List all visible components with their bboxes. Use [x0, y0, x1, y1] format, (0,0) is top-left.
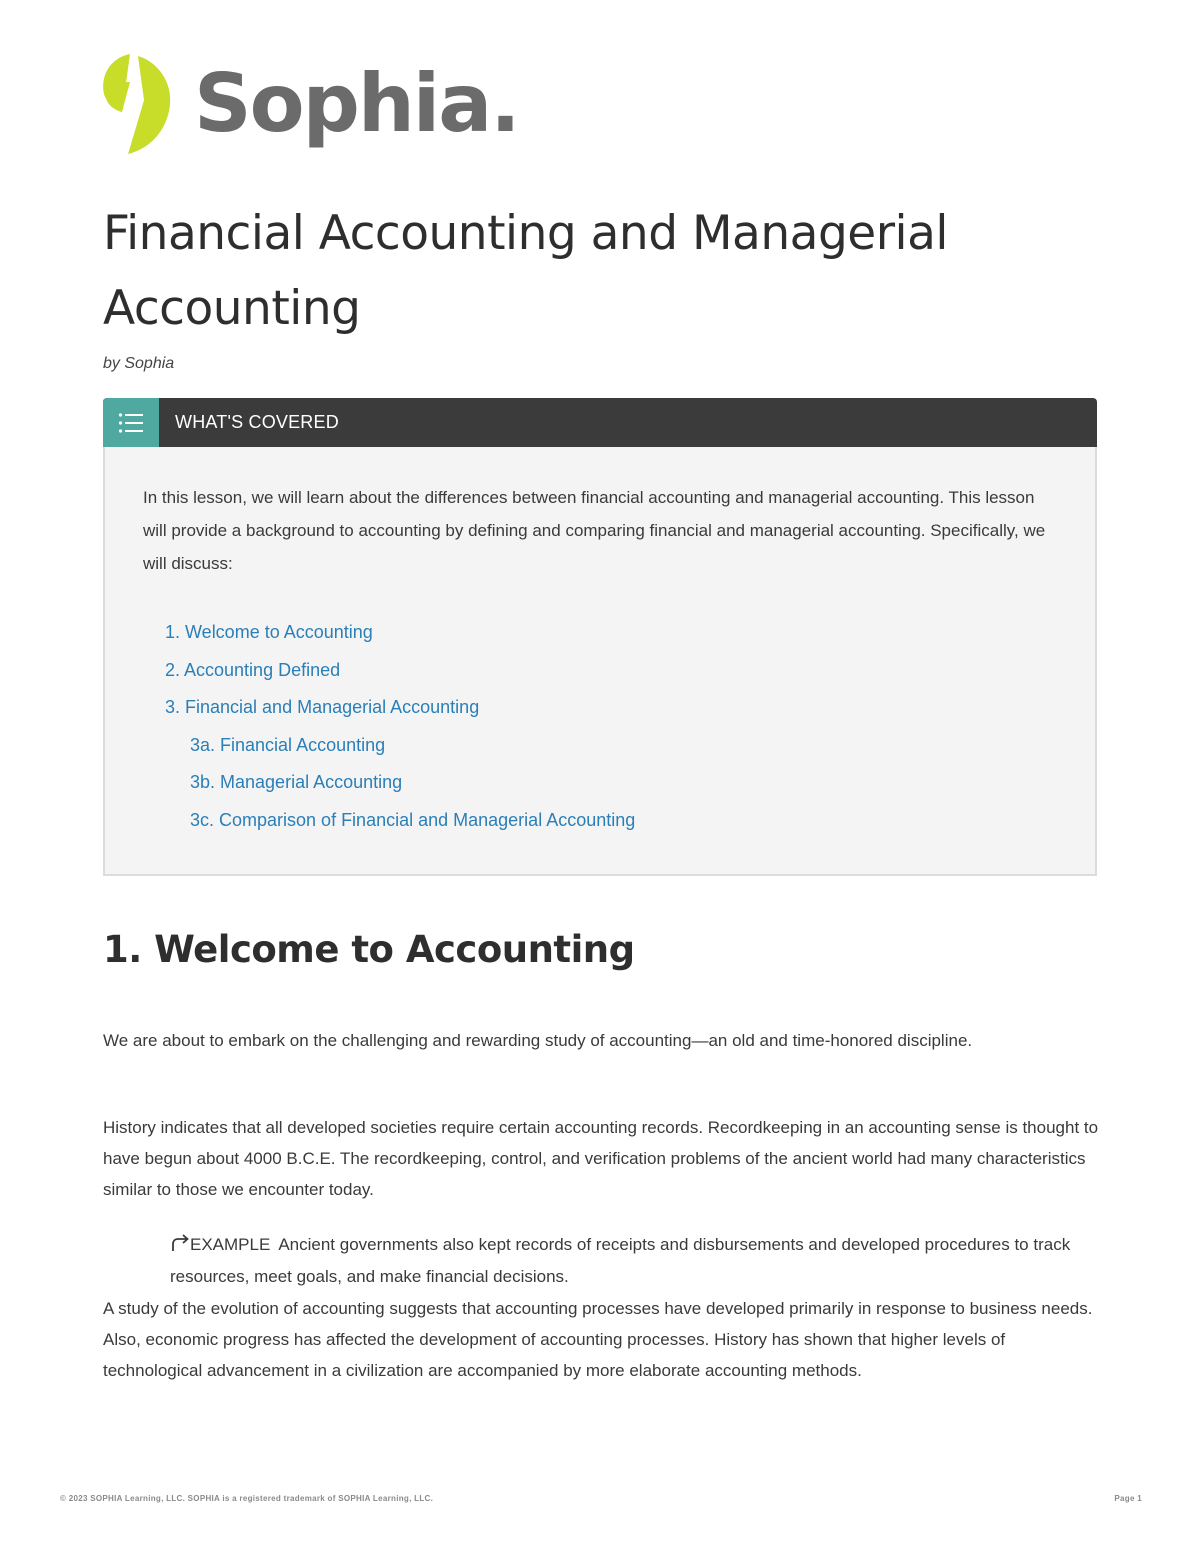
footer-page-number: Page 1 — [1114, 1494, 1142, 1503]
example-text: Ancient governments also kept records of receipts and disbursements and developed procedures to track resources, meet goals, and make financial decisions. — [170, 1235, 1071, 1286]
list-icon — [103, 398, 159, 447]
toc-link-financial-managerial[interactable]: 3. Financial and Managerial Accounting — [165, 697, 480, 717]
footer-copyright: © 2023 SOPHIA Learning, LLC. SOPHIA is a registered trademark of SOPHIA Learning, LLC. — [60, 1494, 434, 1503]
section-heading-welcome: 1. Welcome to Accounting — [103, 928, 635, 971]
example-label: EXAMPLE — [190, 1235, 271, 1254]
whats-covered-box — [103, 398, 1097, 876]
paragraph-history: History indicates that all developed societies require certain accounting records. Recordkeeping in an accounting sense is thought to have begun about 4000 B.C.E. The recordkeeping, control, and verification problems of the ancient world had many characteristics similar to those we encounter today. — [103, 1118, 1099, 1199]
whats-covered-body — [103, 447, 1097, 876]
whats-covered-heading: WHAT'S COVERED — [175, 412, 339, 432]
toc-link-welcome[interactable]: 1. Welcome to Accounting — [165, 622, 373, 642]
whats-covered-intro: In this lesson, we will learn about the differences between financial accounting and managerial accounting. This lesson will provide a background to accounting by defining and comparing financial and managerial accounting. Specifically, we will discuss: — [143, 488, 1046, 573]
toc-link-defined[interactable]: 2. Accounting Defined — [165, 659, 341, 680]
arrow-icon — [170, 1234, 190, 1252]
sophia-mark-icon — [100, 52, 172, 156]
paragraph-evolution: A study of the evolution of accounting suggests that accounting processes have developed primarily in response to business needs. Also, economic progress has affected the development of accounting processes. History has shown that higher levels of technological advancement in a civilization are accompanied by more elaborate accounting methods. — [103, 1299, 1093, 1380]
whats-covered-header — [103, 398, 1097, 447]
byline: by Sophia — [103, 355, 175, 372]
toc-link-comparison[interactable]: 3c. Comparison of Financial and Managerial Accounting — [190, 809, 636, 830]
toc-list — [165, 614, 1057, 839]
sophia-logo — [100, 52, 519, 156]
toc-link-financial[interactable]: 3a. Financial Accounting — [190, 734, 386, 755]
page-footer — [60, 1494, 1142, 1503]
toc-link-managerial[interactable]: 3b. Managerial Accounting — [190, 772, 403, 792]
page-title: Financial Accounting and Managerial Accounting — [103, 206, 948, 336]
logo-wordmark: Sophia. — [194, 57, 519, 150]
paragraph-intro: We are about to embark on the challenging and rewarding study of accounting—an old and time-honored discipline. — [103, 1031, 973, 1050]
example-callout — [170, 1229, 1100, 1293]
